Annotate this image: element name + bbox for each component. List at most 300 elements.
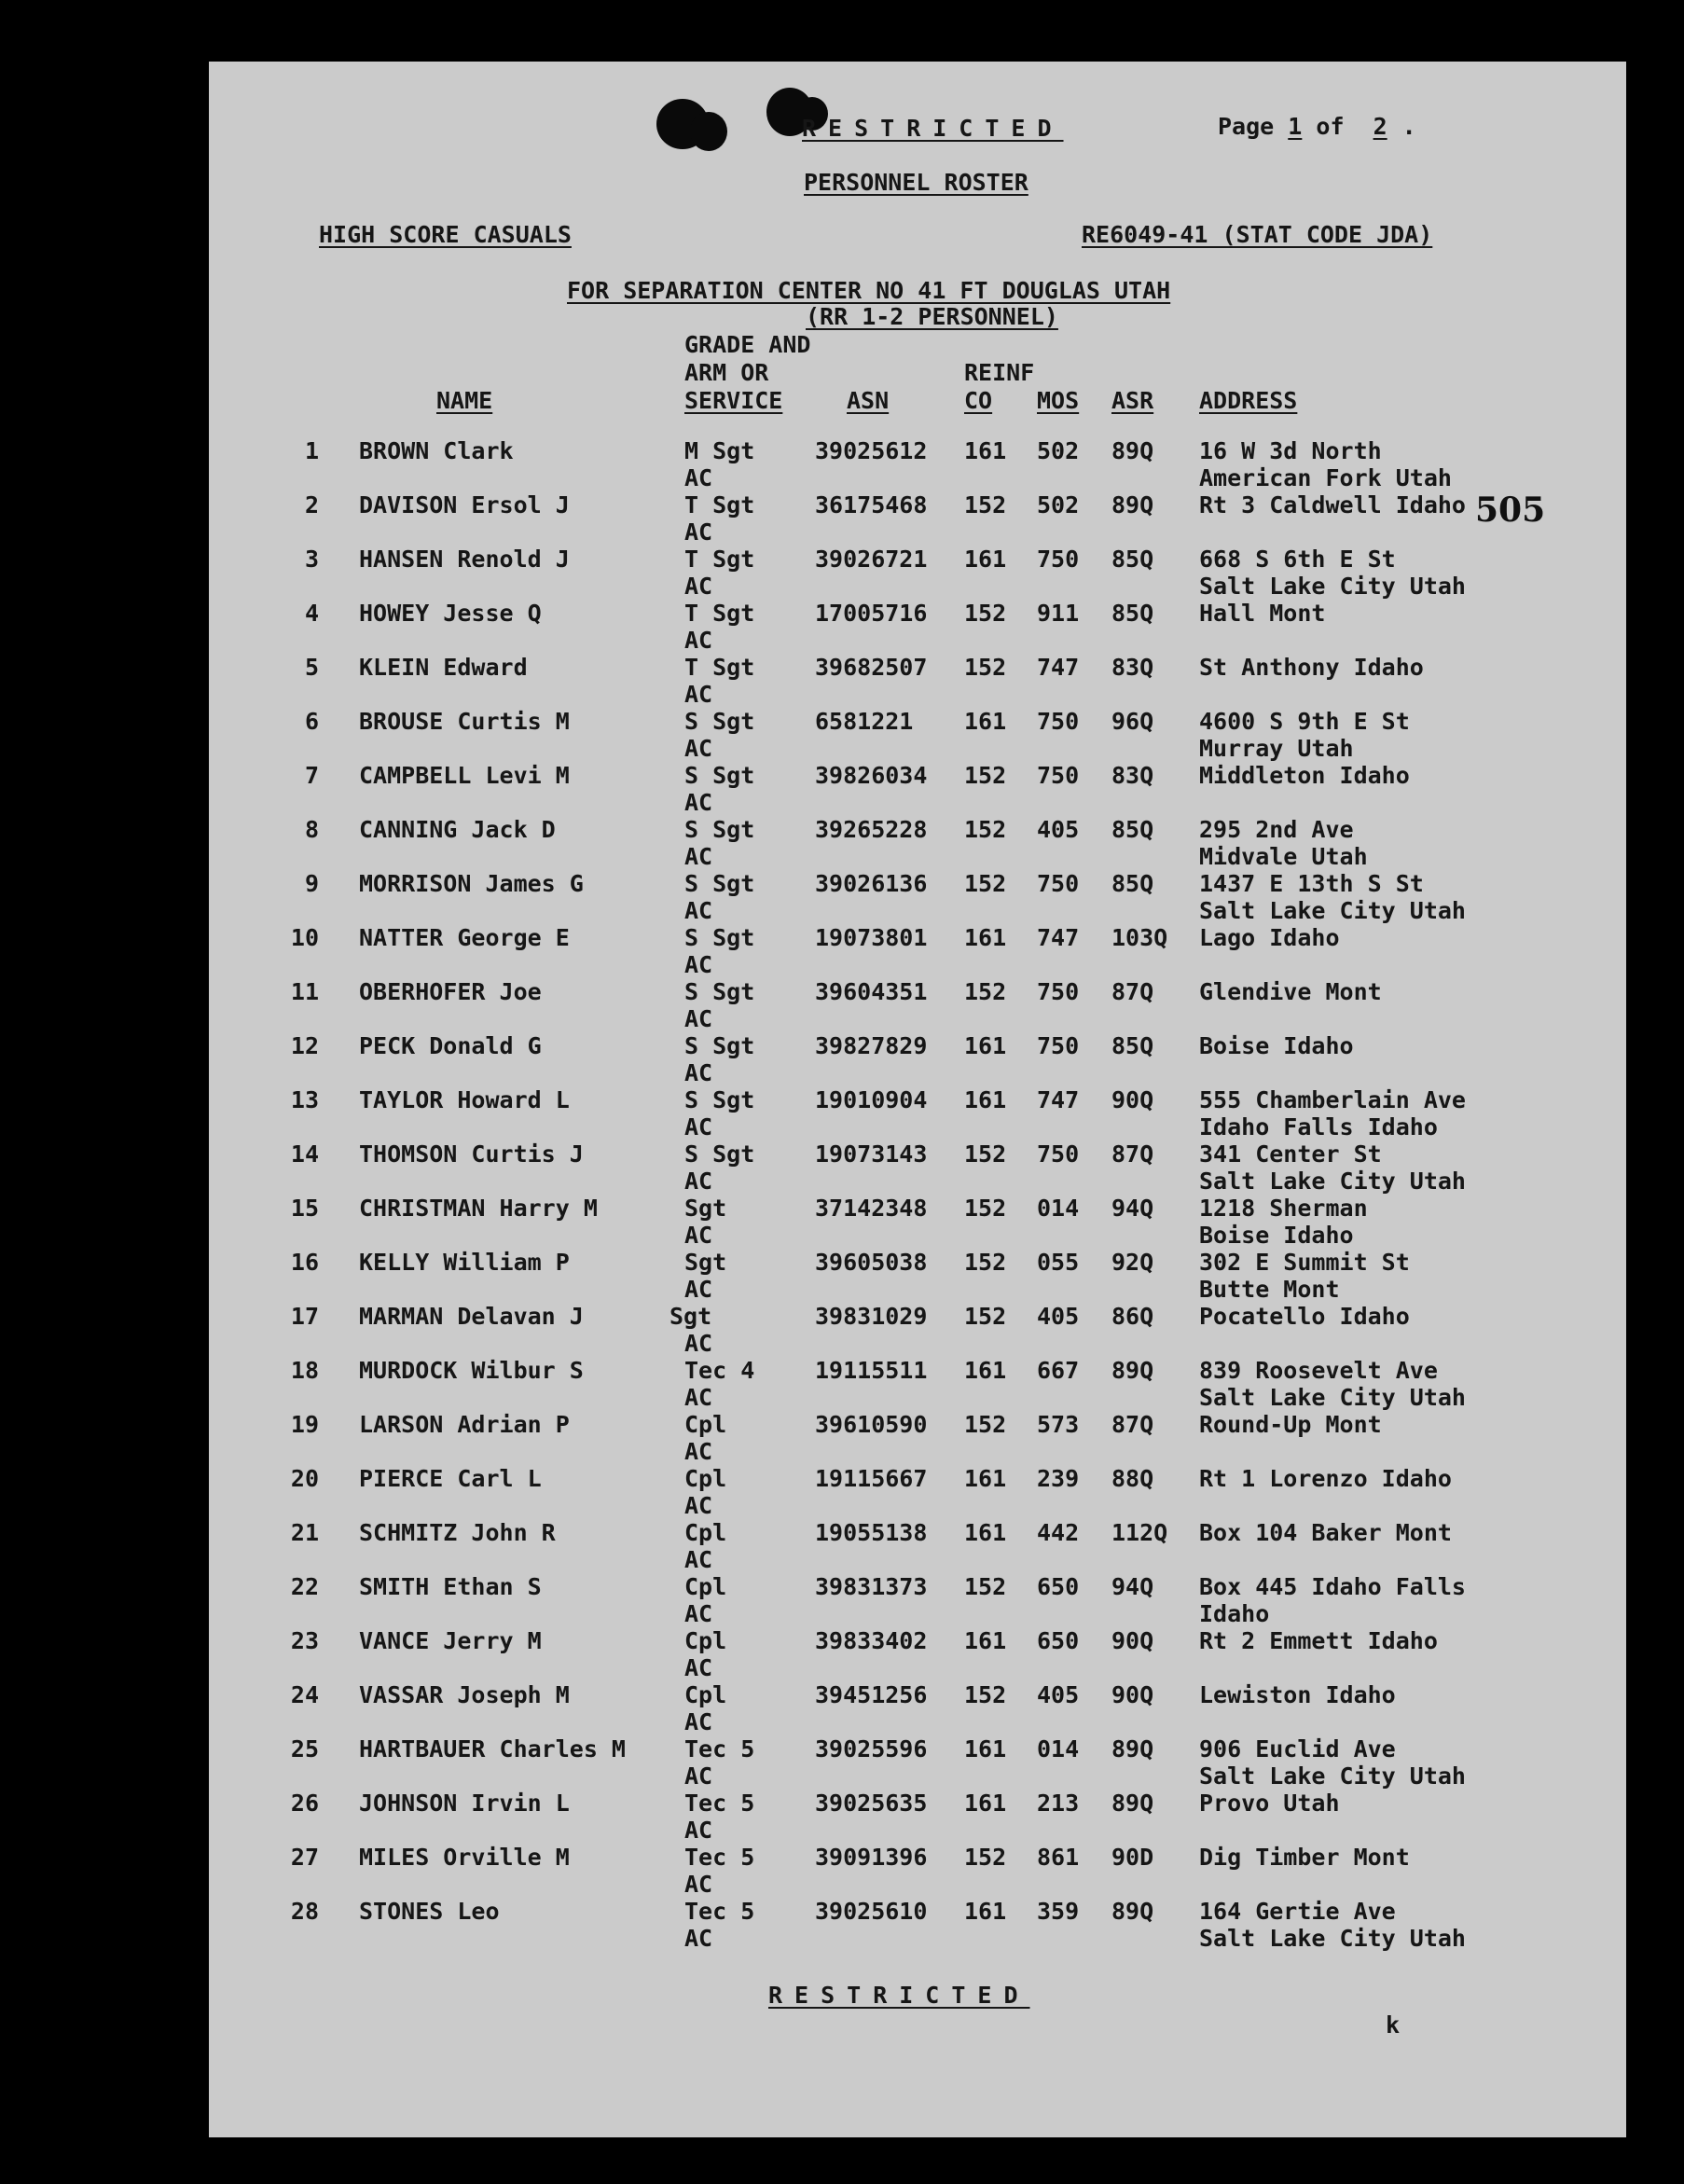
asn: 39604351 [815,978,928,1005]
mos: 405 [1037,816,1080,843]
asn: 19055138 [815,1519,928,1546]
address-line1: St Anthony Idaho [1199,654,1424,681]
arm-or-service: AC [684,1330,713,1357]
asn: 39827829 [815,1032,928,1059]
table-row [209,925,1626,979]
asr: 96Q [1111,708,1154,735]
reinf-co: 152 [964,1681,1007,1708]
asn: 39451256 [815,1681,928,1708]
asn: 39025635 [815,1790,928,1817]
person-name: OBERHOFER Joe [359,978,542,1005]
asr: 90Q [1111,1681,1154,1708]
table-row [209,1033,1626,1087]
mos: 750 [1037,708,1080,735]
table-row [209,655,1626,709]
reinf-co: 152 [964,491,1007,518]
asr: 87Q [1111,1411,1154,1438]
person-name: PECK Donald G [359,1032,542,1059]
page-end: . [1401,113,1416,140]
asr: 83Q [1111,654,1154,681]
mos: 239 [1037,1465,1080,1492]
arm-or-service: AC [684,1600,713,1627]
typist-initial: k [1386,2011,1401,2039]
table-row [209,871,1626,925]
address-line1: 555 Chamberlain Ave [1199,1086,1466,1113]
arm-or-service: AC [684,681,713,708]
document-page [209,62,1626,2137]
reinf-co: 161 [964,1790,1007,1817]
asr: 89Q [1111,1357,1154,1384]
page-indicator [1218,114,1416,140]
roster-table [209,438,1626,1958]
arm-or-service: AC [684,789,713,816]
asr: 86Q [1111,1303,1154,1330]
asr: 87Q [1111,978,1154,1005]
asr: 90Q [1111,1627,1154,1654]
group-title: HIGH SCORE CASUALS [319,221,572,248]
margin-stamp: 505 [1475,491,1546,530]
address-line1: 164 Gertie Ave [1199,1898,1396,1925]
mos: 014 [1037,1735,1080,1762]
address-line2: Boise Idaho [1199,1222,1354,1249]
table-row [209,1682,1626,1736]
address-line2: Salt Lake City Utah [1199,573,1466,600]
table-row [209,1790,1626,1845]
arm-or-service: AC [684,1276,713,1303]
address-line1: Lewiston Idaho [1199,1681,1396,1708]
reinf-co: 152 [964,1573,1007,1600]
address-line1: Rt 3 Caldwell Idaho [1199,491,1466,518]
row-number: 14 [290,1140,319,1168]
reinf-co: 161 [964,1465,1007,1492]
asr: 94Q [1111,1573,1154,1600]
table-row [209,546,1626,601]
address-line1: Rt 2 Emmett Idaho [1199,1627,1438,1654]
person-name: SCHMITZ John R [359,1519,556,1546]
address-line1: Glendive Mont [1199,978,1382,1005]
asn: 36175468 [815,491,928,518]
person-name: KELLY William P [359,1249,570,1276]
table-row [209,1250,1626,1304]
address-line2: Salt Lake City Utah [1199,1168,1466,1195]
grade: Cpl [684,1519,727,1546]
arm-or-service: AC [684,464,713,491]
grade: S Sgt [684,708,755,735]
grade: S Sgt [684,870,755,897]
row-number: 6 [304,708,319,735]
address-line2: Midvale Utah [1199,843,1368,870]
reinf-co: 161 [964,924,1007,951]
asn: 39026721 [815,546,928,573]
mos: 747 [1037,924,1080,951]
row-number: 13 [290,1086,319,1113]
col-reinf-line1: REINF [964,359,1035,386]
reinf-co: 152 [964,654,1007,681]
asr: 85Q [1111,1032,1154,1059]
table-row [209,817,1626,871]
row-number: 15 [290,1195,319,1222]
asr: 112Q [1111,1519,1168,1546]
mos: 014 [1037,1195,1080,1222]
arm-or-service: AC [684,518,713,546]
grade: Sgt [669,1303,712,1330]
grade: S Sgt [684,924,755,951]
asn: 37142348 [815,1195,928,1222]
table-row [209,1628,1626,1682]
address-line1: 906 Euclid Ave [1199,1735,1396,1762]
arm-or-service: AC [684,1708,713,1735]
page-label: Page [1218,113,1275,140]
mos: 055 [1037,1249,1080,1276]
row-number: 10 [290,924,319,951]
person-name: CHRISTMAN Harry M [359,1195,598,1222]
col-grade-line1: GRADE AND [684,331,811,358]
person-name: VASSAR Joseph M [359,1681,570,1708]
asn: 39025596 [815,1735,928,1762]
asn: 39831029 [815,1303,928,1330]
asr: 90D [1111,1844,1154,1871]
mos: 650 [1037,1573,1080,1600]
restricted-heading-bottom: RESTRICTED [768,1982,1030,2009]
mos: 747 [1037,654,1080,681]
mos: 750 [1037,1140,1080,1168]
grade: Tec 5 [684,1735,755,1762]
person-name: PIERCE Carl L [359,1465,542,1492]
address-line1: Middleton Idaho [1199,762,1410,789]
arm-or-service: AC [684,897,713,924]
asr: 90Q [1111,1086,1154,1113]
asr: 89Q [1111,1790,1154,1817]
person-name: CAMPBELL Levi M [359,762,570,789]
asn: 19115667 [815,1465,928,1492]
table-row [209,1304,1626,1358]
address-line1: Pocatello Idaho [1199,1303,1410,1330]
reinf-co: 152 [964,1195,1007,1222]
asn: 39826034 [815,762,928,789]
mos: 405 [1037,1303,1080,1330]
table-row [209,1196,1626,1250]
mos: 502 [1037,491,1080,518]
arm-or-service: AC [684,1005,713,1032]
mos: 750 [1037,870,1080,897]
person-name: MORRISON James G [359,870,584,897]
arm-or-service: AC [684,1546,713,1573]
row-number: 22 [290,1573,319,1600]
reinf-co: 152 [964,1844,1007,1871]
address-line1: 302 E Summit St [1199,1249,1410,1276]
table-row [209,709,1626,763]
person-name: KLEIN Edward [359,654,528,681]
asn: 39025610 [815,1898,928,1925]
person-name: JOHNSON Irvin L [359,1790,570,1817]
grade: Cpl [684,1465,727,1492]
address-line1: 341 Center St [1199,1140,1382,1168]
asr: 85Q [1111,870,1154,897]
row-number: 26 [290,1790,319,1817]
grade: Cpl [684,1681,727,1708]
asr: 89Q [1111,1735,1154,1762]
col-address: ADDRESS [1199,387,1298,414]
person-name: HANSEN Renold J [359,546,570,573]
arm-or-service: AC [684,573,713,600]
table-row [209,438,1626,492]
row-number: 4 [304,600,319,627]
person-name: TAYLOR Howard L [359,1086,570,1113]
asr: 103Q [1111,924,1168,951]
grade: Cpl [684,1573,727,1600]
page-of: of [1316,113,1345,140]
asn: 19073143 [815,1140,928,1168]
table-row [209,1466,1626,1520]
address-line2: Idaho [1199,1600,1270,1627]
arm-or-service: AC [684,1059,713,1086]
address-line2: Salt Lake City Utah [1199,1762,1466,1790]
asn: 39610590 [815,1411,928,1438]
grade: Tec 5 [684,1844,755,1871]
table-row [209,1574,1626,1628]
row-number: 18 [290,1357,319,1384]
mos: 861 [1037,1844,1080,1871]
arm-or-service: AC [684,1168,713,1195]
address-line2: Salt Lake City Utah [1199,897,1466,924]
address-line2: Salt Lake City Utah [1199,1384,1466,1411]
roster-subtitle: PERSONNEL ROSTER [804,169,1028,196]
grade: Sgt [684,1195,727,1222]
address-line1: Rt 1 Lorenzo Idaho [1199,1465,1452,1492]
reinf-co: 152 [964,1411,1007,1438]
col-name: NAME [436,387,493,414]
asn: 19010904 [815,1086,928,1113]
person-name: HOWEY Jesse Q [359,600,542,627]
row-number: 24 [290,1681,319,1708]
address-line1: 1437 E 13th S St [1199,870,1424,897]
row-number: 1 [304,437,319,464]
address-line1: 668 S 6th E St [1199,546,1396,573]
reinf-co: 161 [964,1032,1007,1059]
mos: 359 [1037,1898,1080,1925]
address-line1: Provo Utah [1199,1790,1340,1817]
row-number: 20 [290,1465,319,1492]
row-number: 21 [290,1519,319,1546]
table-row [209,1087,1626,1141]
col-mos: MOS [1037,387,1080,414]
asn: 39833402 [815,1627,928,1654]
col-asr: ASR [1111,387,1154,414]
asr: 88Q [1111,1465,1154,1492]
grade: Cpl [684,1411,727,1438]
address-line1: Hall Mont [1199,600,1326,627]
reinf-co: 152 [964,762,1007,789]
arm-or-service: AC [684,843,713,870]
asr: 89Q [1111,437,1154,464]
reinf-co: 161 [964,1735,1007,1762]
grade: T Sgt [684,654,755,681]
asn: 39025612 [815,437,928,464]
ink-blot [690,112,727,151]
reinf-co: 152 [964,1249,1007,1276]
reinf-co: 161 [964,437,1007,464]
grade: M Sgt [684,437,755,464]
address-line1: 16 W 3d North [1199,437,1382,464]
mos: 750 [1037,1032,1080,1059]
address-line2: Salt Lake City Utah [1199,1925,1466,1952]
mos: 573 [1037,1411,1080,1438]
asr: 85Q [1111,546,1154,573]
mos: 667 [1037,1357,1080,1384]
reinf-co: 161 [964,1898,1007,1925]
mos: 750 [1037,978,1080,1005]
reinf-co: 152 [964,870,1007,897]
asn: 39682507 [815,654,928,681]
grade: T Sgt [684,600,755,627]
person-name: BROUSE Curtis M [359,708,570,735]
grade: S Sgt [684,1140,755,1168]
reinf-co: 152 [964,816,1007,843]
asr: 94Q [1111,1195,1154,1222]
grade: T Sgt [684,546,755,573]
person-name: SMITH Ethan S [359,1573,542,1600]
person-name: THOMSON Curtis J [359,1140,584,1168]
grade: S Sgt [684,978,755,1005]
row-number: 17 [290,1303,319,1330]
person-name: NATTER George E [359,924,570,951]
asn: 39605038 [815,1249,928,1276]
col-grade-line2: ARM OR [684,359,769,386]
mos: 747 [1037,1086,1080,1113]
asn: 39091396 [815,1844,928,1871]
person-name: DAVISON Ersol J [359,491,570,518]
row-number: 3 [304,546,319,573]
order-code: RE6049-41 (STAT CODE JDA) [1082,221,1433,248]
row-number: 5 [304,654,319,681]
person-name: MILES Orville M [359,1844,570,1871]
grade: S Sgt [684,816,755,843]
mos: 405 [1037,1681,1080,1708]
mos: 650 [1037,1627,1080,1654]
arm-or-service: AC [684,1654,713,1681]
row-number: 16 [290,1249,319,1276]
person-name: MURDOCK Wilbur S [359,1357,584,1384]
table-row [209,1358,1626,1412]
mos: 911 [1037,600,1080,627]
reinf-co: 161 [964,708,1007,735]
table-row [209,601,1626,655]
mos: 750 [1037,546,1080,573]
reinf-co: 161 [964,1519,1007,1546]
person-name: STONES Leo [359,1898,500,1925]
grade: T Sgt [684,491,755,518]
col-reinf-line2: CO [964,387,993,414]
mos: 442 [1037,1519,1080,1546]
reinf-co: 152 [964,600,1007,627]
row-number: 25 [290,1735,319,1762]
reinf-co: 152 [964,1303,1007,1330]
table-row [209,1412,1626,1466]
reinf-co: 161 [964,1086,1007,1113]
address-line1: Round-Up Mont [1199,1411,1382,1438]
arm-or-service: AC [684,1492,713,1519]
reinf-co: 161 [964,546,1007,573]
row-number: 11 [290,978,319,1005]
table-row [209,1845,1626,1899]
page-total: 2 [1373,113,1387,140]
row-number: 19 [290,1411,319,1438]
asn: 39265228 [815,816,928,843]
mos: 750 [1037,762,1080,789]
row-number: 28 [290,1898,319,1925]
grade: Tec 5 [684,1790,755,1817]
table-row [209,1520,1626,1574]
asn: 19115511 [815,1357,928,1384]
asn: 6581221 [815,708,914,735]
row-number: 9 [304,870,319,897]
address-line1: 295 2nd Ave [1199,816,1354,843]
reinf-co: 152 [964,978,1007,1005]
mos: 213 [1037,1790,1080,1817]
arm-or-service: AC [684,951,713,978]
page-number: 1 [1288,113,1303,140]
arm-or-service: AC [684,627,713,654]
table-row [209,1899,1626,1953]
person-name: BROWN Clark [359,437,514,464]
table-row [209,492,1626,546]
reinf-co: 161 [964,1357,1007,1384]
address-line1: 839 Roosevelt Ave [1199,1357,1438,1384]
table-row [209,1736,1626,1790]
arm-or-service: AC [684,1438,713,1465]
arm-or-service: AC [684,1222,713,1249]
asr: 85Q [1111,816,1154,843]
personnel-line: (RR 1-2 PERSONNEL) [806,303,1058,330]
person-name: LARSON Adrian P [359,1411,570,1438]
address-line1: Box 445 Idaho Falls [1199,1573,1466,1600]
person-name: CANNING Jack D [359,816,556,843]
address-line1: Lago Idaho [1199,924,1340,951]
asn: 39026136 [815,870,928,897]
asr: 87Q [1111,1140,1154,1168]
address-line1: Boise Idaho [1199,1032,1354,1059]
address-line1: Dig Timber Mont [1199,1844,1410,1871]
arm-or-service: AC [684,1762,713,1790]
col-asn: ASN [847,387,890,414]
asn: 39831373 [815,1573,928,1600]
asr: 89Q [1111,491,1154,518]
address-line1: 1218 Sherman [1199,1195,1368,1222]
person-name: MARMAN Delavan J [359,1303,584,1330]
address-line1: Box 104 Baker Mont [1199,1519,1452,1546]
arm-or-service: AC [684,1817,713,1844]
asr: 85Q [1111,600,1154,627]
row-number: 27 [290,1844,319,1871]
arm-or-service: AC [684,1113,713,1140]
grade: Tec 4 [684,1357,755,1384]
address-line2: Murray Utah [1199,735,1354,762]
grade: S Sgt [684,1086,755,1113]
row-number: 2 [304,491,319,518]
arm-or-service: AC [684,1871,713,1898]
person-name: HARTBAUER Charles M [359,1735,626,1762]
asr: 83Q [1111,762,1154,789]
row-number: 12 [290,1032,319,1059]
arm-or-service: AC [684,735,713,762]
arm-or-service: AC [684,1384,713,1411]
asn: 19073801 [815,924,928,951]
table-row [209,1141,1626,1196]
grade: Cpl [684,1627,727,1654]
address-line2: Butte Mont [1199,1276,1340,1303]
table-row [209,763,1626,817]
row-number: 8 [304,816,319,843]
